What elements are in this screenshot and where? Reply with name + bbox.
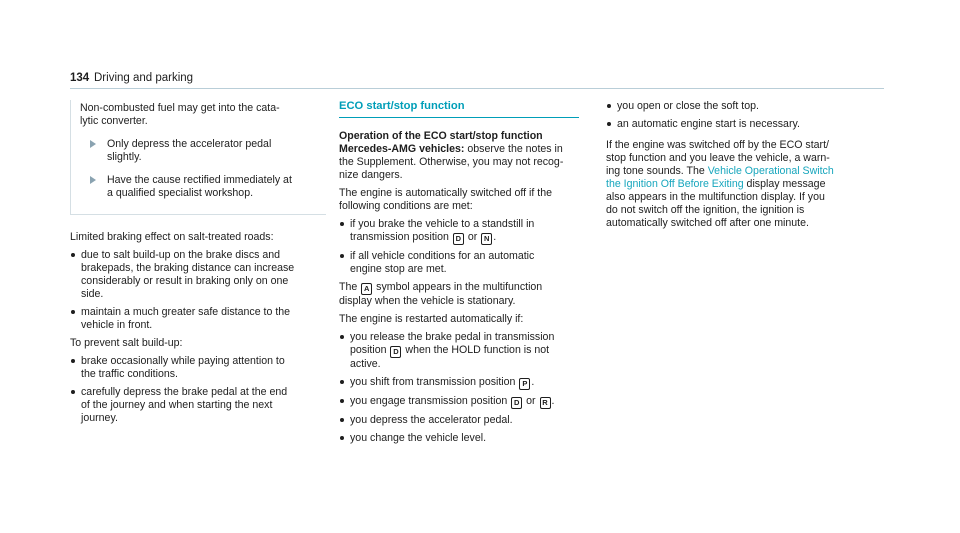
column-middle — [339, 100, 579, 450]
paragraph: The engine is automatically switched off if the following conditions are met: — [339, 187, 552, 212]
bullet-list — [606, 100, 870, 131]
paragraph-text: display message also appears in the multifunction display. If you do not switch off the ignition, the ignition is automatically switched off after one minute. — [606, 178, 826, 229]
paragraph-text: If the engine was switched off by the ECO start/ stop function and you leave the vehicle, a warn- ing tone sounds. The — [606, 139, 830, 177]
gear-p-icon: P — [519, 378, 530, 390]
bullet-list — [70, 355, 328, 425]
step-text: Have the cause rectified immediately at a qualified specialist workshop. — [107, 174, 292, 199]
gear-d-icon: D — [511, 397, 522, 409]
warning-box — [70, 100, 326, 215]
paragraph-text: symbol appears in the multifunction display when the vehicle is stationary. — [339, 281, 543, 307]
paragraph: Limited braking effect on salt-treated roads: — [70, 231, 274, 243]
list-item — [339, 395, 579, 409]
list-item: you depress the accelerator pedal. — [339, 414, 579, 427]
list-text: you engage transmission position — [350, 395, 511, 407]
step-item — [80, 174, 326, 200]
list-text: if you brake the vehicle to a standstill in transmission position — [350, 218, 535, 243]
list-item — [339, 331, 579, 371]
list-item: maintain a much greater safe distance to the vehicle in front. — [70, 306, 328, 332]
paragraph: To prevent salt build-up: — [70, 337, 183, 349]
paragraph — [606, 139, 870, 230]
list-item: due to salt build-up on the brake discs and brakepads, the braking distance can increase considerably or result in braking only on one side. — [70, 249, 328, 301]
list-item: carefully depress the brake pedal at the end of the journey and when starting the next journey. — [70, 386, 328, 425]
arrow-right-icon — [90, 176, 96, 184]
bullet-list — [339, 218, 579, 276]
display-message-link[interactable]: Vehicle Operational Switch the Ignition Off Before Exiting — [606, 165, 834, 190]
gear-n-icon: N — [481, 233, 492, 245]
paragraph: The engine is restarted automatically if: — [339, 313, 524, 325]
box-text: Non-combusted fuel may get into the cata- lytic converter. — [80, 102, 280, 127]
bold-lead: Operation of the ECO start/stop function Mercedes-AMG vehicles: — [339, 130, 543, 155]
list-item: you open or close the soft top. — [606, 100, 870, 113]
list-text: or — [523, 395, 539, 407]
list-text: or — [464, 231, 481, 243]
paragraph — [339, 281, 579, 308]
gear-d-icon: D — [390, 346, 401, 358]
step-text: Only depress the accelerator pedal slightly. — [107, 138, 272, 163]
list-item: if all vehicle conditions for an automatic engine stop are met. — [339, 250, 579, 276]
paragraph-text: observe the notes in the Supplement. Otherwise, you may not recog- nize dangers. — [339, 143, 564, 181]
list-text: . — [531, 376, 535, 388]
list-item: an automatic engine start is necessary. — [606, 118, 870, 131]
list-text: . — [551, 395, 555, 407]
paragraph-text: The — [339, 281, 361, 293]
gear-d-icon: D — [453, 233, 464, 245]
bullet-list — [339, 331, 579, 445]
arrow-right-icon — [90, 140, 96, 148]
section-title: Driving and parking — [94, 72, 194, 84]
list-text: you release the brake pedal in transmission position — [350, 331, 555, 356]
list-text: . — [493, 231, 497, 243]
list-text: you shift from transmission position — [350, 376, 519, 388]
gear-r-icon: R — [540, 397, 551, 409]
eco-start-stop-icon: A — [361, 283, 372, 295]
list-item — [339, 376, 579, 390]
column-left — [70, 100, 328, 430]
paragraph — [339, 130, 579, 182]
list-item: you change the vehicle level. — [339, 432, 579, 445]
section-heading: ECO start/stop function — [339, 100, 579, 118]
bullet-list — [70, 249, 328, 332]
list-text: when the HOLD function is not active. — [350, 344, 550, 370]
list-item: brake occasionally while paying attention to the traffic conditions. — [70, 355, 328, 381]
list-item — [339, 218, 579, 245]
page-number: 134 — [70, 72, 90, 84]
step-item — [80, 138, 326, 164]
page-header — [70, 70, 884, 89]
column-right — [606, 100, 870, 235]
